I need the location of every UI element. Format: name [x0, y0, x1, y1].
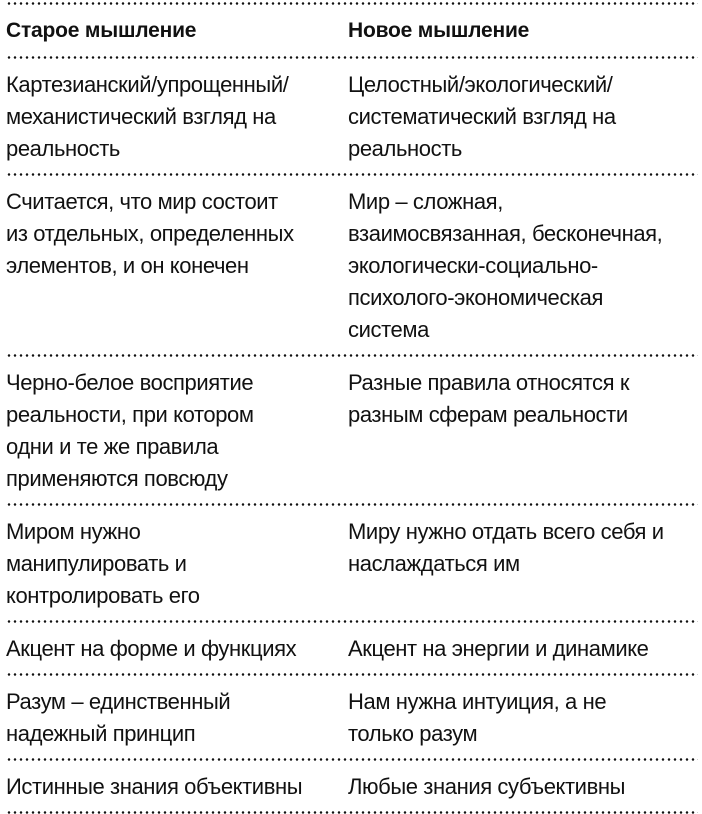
cell-text-line: одни и те же правила [6, 434, 219, 459]
cell-text-line: Считается, что мир состоит [6, 189, 278, 214]
cell-text-line: Акцент на форме и функциях [6, 636, 297, 661]
table-row [6, 676, 698, 758]
cell-text-line: Картезианский/упрощенный/ [6, 72, 289, 97]
cell-text-line: наслаждаться им [348, 551, 520, 576]
table-row [6, 623, 698, 673]
table-row [6, 506, 698, 620]
new-thinking-cell [348, 186, 698, 346]
cell-text-line: Разум – единственный [6, 689, 231, 714]
cell-text-line: система [348, 317, 429, 342]
cell-text-line: Миром нужно [6, 519, 141, 544]
cell-text-line: Разные правила относятся к [348, 370, 630, 395]
cell-text-line: контролировать его [6, 583, 200, 608]
cell-text-line: применяются повсюду [6, 466, 228, 491]
cell-text-line: взаимосвязанная, бесконечная, [348, 221, 663, 246]
cell-text-line: реальность [6, 136, 120, 161]
cell-text-line: систематический взгляд на [348, 104, 616, 129]
table-body [6, 59, 698, 814]
cell-text-line: элементов, и он конечен [6, 253, 249, 278]
old-thinking-cell [6, 633, 348, 665]
cell-text-line: психолого-экономическая [348, 285, 604, 310]
cell-text-line: манипулировать и [6, 551, 187, 576]
header-new-thinking: Новое мышление [348, 19, 530, 42]
comparison-table [6, 2, 698, 814]
header-old-thinking: Старое мышление [6, 19, 197, 42]
old-thinking-cell [6, 516, 348, 612]
table-row [6, 59, 698, 173]
new-thinking-cell [348, 69, 698, 165]
old-thinking-cell [6, 367, 348, 495]
cell-text-line: Целостный/экологический/ [348, 72, 613, 97]
old-thinking-cell [6, 686, 348, 750]
table-row [6, 176, 698, 354]
cell-text-line: Черно-белое восприятие [6, 370, 254, 395]
new-thinking-cell [348, 516, 698, 612]
new-thinking-cell [348, 367, 698, 495]
cell-text-line: реальности, при котором [6, 402, 254, 427]
cell-text-line: экологически-социально- [348, 253, 598, 278]
new-thinking-cell [348, 686, 698, 750]
table-header-row [6, 5, 698, 56]
old-thinking-cell [6, 771, 348, 803]
cell-text-line: реальность [348, 136, 462, 161]
cell-text-line: Истинные знания объективны [6, 774, 303, 799]
cell-text-line: Миру нужно отдать всего себя и [348, 519, 664, 544]
cell-text-line: Мир – сложная, [348, 189, 503, 214]
cell-text-line: Нам нужна интуиция, а не [348, 689, 607, 714]
table-row [6, 357, 698, 503]
cell-text-line: разным сферам реальности [348, 402, 628, 427]
new-thinking-cell [348, 633, 698, 665]
cell-text-line: только разум [348, 721, 478, 746]
cell-text-line: Акцент на энергии и динамике [348, 636, 649, 661]
old-thinking-cell [6, 186, 348, 346]
table-row [6, 761, 698, 811]
old-thinking-cell [6, 69, 348, 165]
new-thinking-cell [348, 771, 698, 803]
cell-text-line: надежный принцип [6, 721, 196, 746]
cell-text-line: механистический взгляд на [6, 104, 276, 129]
cell-text-line: из отдельных, определенных [6, 221, 294, 246]
cell-text-line: Любые знания субъективны [348, 774, 626, 799]
